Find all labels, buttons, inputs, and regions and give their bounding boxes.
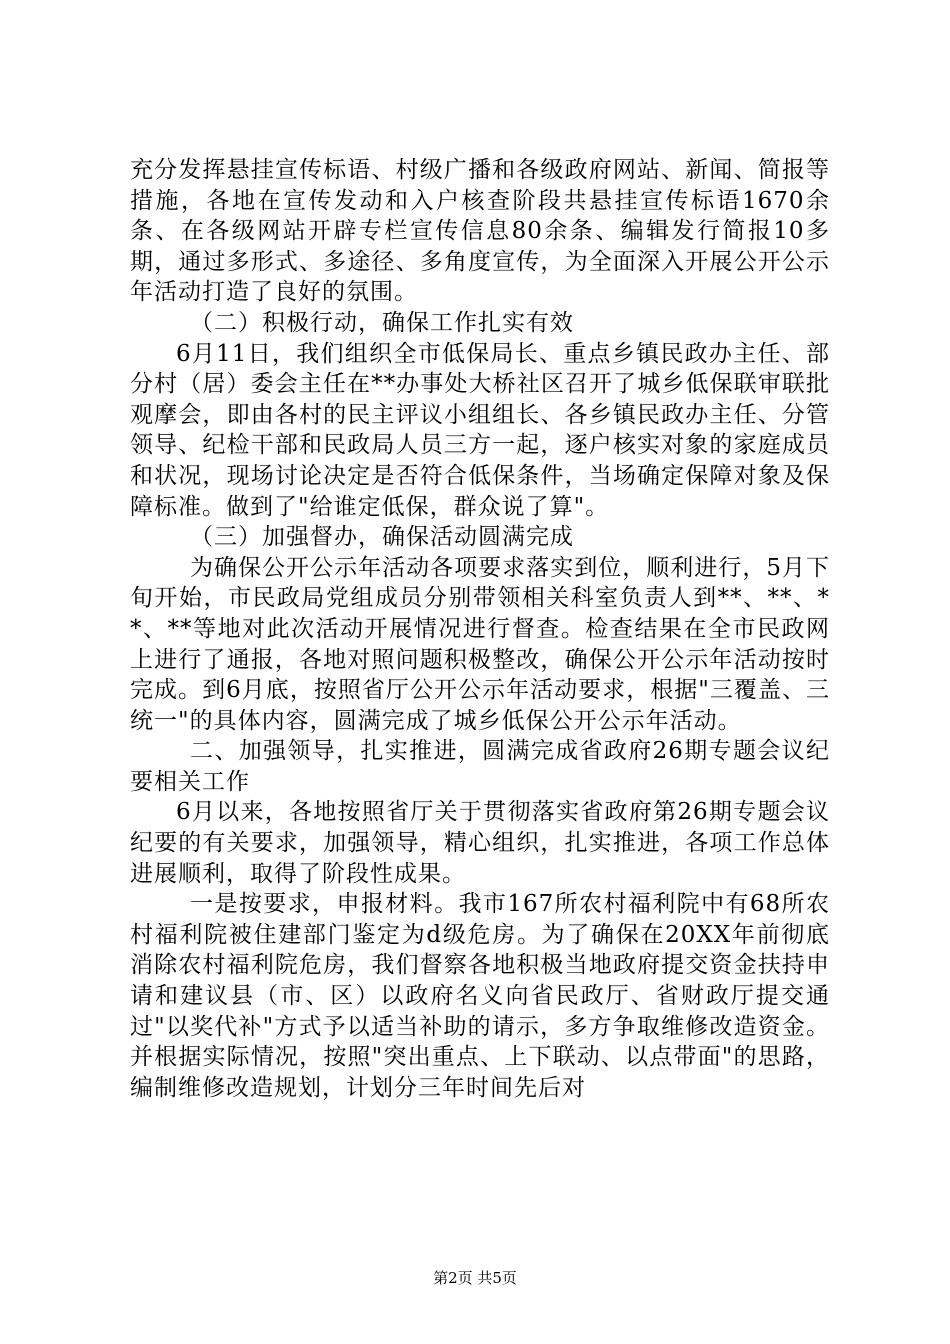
page-number-footer: 第2页 共5页 (433, 1269, 517, 1287)
section-heading-active-action: （二）积极行动，确保工作扎实有效 (190, 309, 574, 336)
paragraph-application-materials: 一是按要求，申报材料。我市167所农村福利院中有68所农村福利院被住建部门鉴定为d级危房。为了确保在20XX年前彻底消除农村福利院危房，我们督察各地积极当地政府提交资金扶持申请和建议县（市、区）以政府名义向省民政厅、省财政厅提交通过"以奖代补"方式予以适当补助的请示，多方争取维修改造资金。并根据实际情况，按照"突出重点、上下联动、以点带面"的思路，编制维修改造规划，计划分三年时间先后对 (130, 891, 830, 1101)
paragraph-observation-meeting: 6月11日，我们组织全市低保局长、重点乡镇民政办主任、部分村（居）委会主任在**办事处大桥社区召开了城乡低保联审联批观摩会，即由各村的民主评议小组组长、各乡镇民政办主任、分管领导、纪检干部和民政局人员三方一起，逐户核实对象的家庭成员和状况，现场讨论决定是否符合低保条件，当场确定保障对象及保障标准。做到了"给谁定低保，群众说了算"。 (130, 340, 830, 520)
paragraph-supervision-details: 为确保公开公示年活动各项要求落实到位，顺利进行，5月下旬开始，市民政局党组成员分别带领相关科室负责人到**、**、**、**等地对此次活动开展情况进行督查。检查结果在全市民政网上进行了通报，各地对照问题积极整改，确保公开公示年活动按时完成。到6月底，按照省厅公开公示年活动要求，根据"三覆盖、三统一"的具体内容，圆满完成了城乡低保公开公示年活动。 (130, 554, 830, 734)
section-heading-leadership: 二、加强领导，扎实推进，圆满完成省政府26期专题会议纪要相关工作 (130, 738, 830, 795)
paragraph-progress-since-june: 6月以来，各地按照省厅关于贯彻落实省政府第26期专题会议纪要的有关要求，加强领导，精心组织，扎实推进，各项工作总体进展顺利，取得了阶段性成果。 (130, 799, 830, 887)
paragraph-publicity-measures: 充分发挥悬挂宣传标语、村级广播和各级政府网站、新闻、简报等措施，各地在宣传发动和入户核查阶段共悬挂宣传标语1670余条、在各级网站开辟专栏宣传信息80余条、编辑发行简报10多期，通过多形式、多途径、多角度宣传，为全面深入开展公开公示年活动打造了良好的氛围。 (130, 157, 830, 306)
section-heading-supervision: （三）加强督办，确保活动圆满完成 (190, 524, 574, 551)
document-body (130, 155, 830, 1103)
